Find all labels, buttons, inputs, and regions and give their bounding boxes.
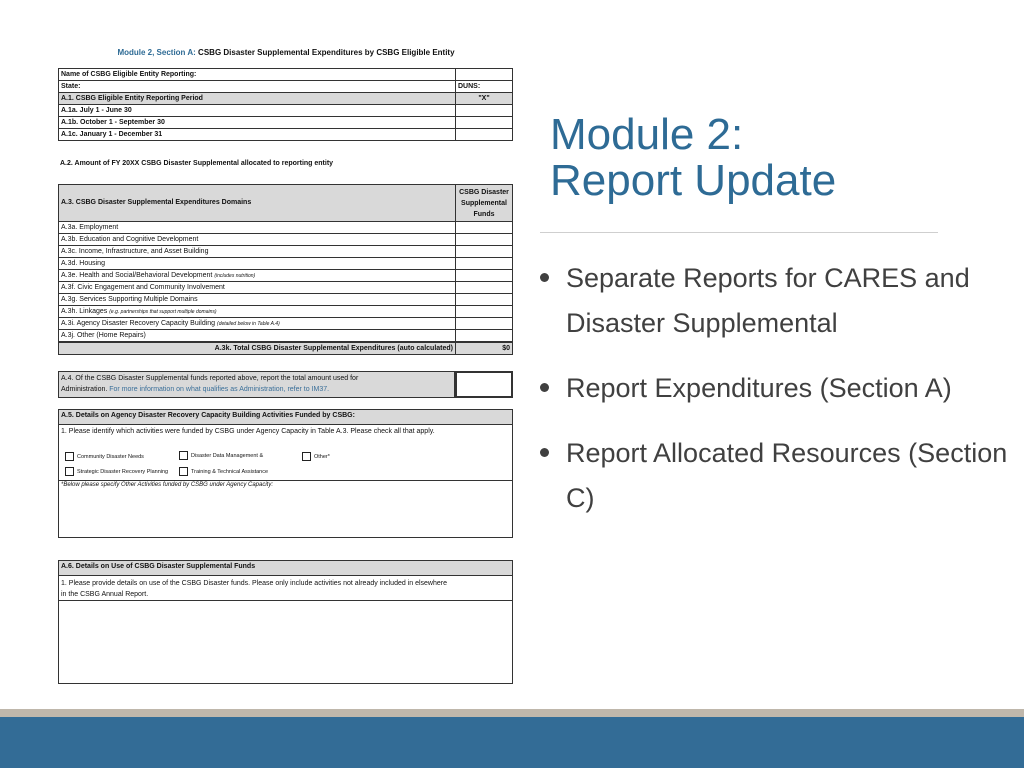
entity-name-value[interactable] — [456, 69, 513, 81]
a4-im37-link[interactable]: For more information on what qualifies as Administration, refer to IM37. — [109, 386, 330, 393]
bullet-dot-icon — [540, 448, 549, 457]
domain-note: (includes nutrition) — [214, 272, 256, 279]
period-option-b: A.1b. October 1 - September 30 — [59, 117, 456, 129]
checkbox[interactable] — [179, 451, 188, 460]
bullet-text: Report Expenditures (Section A) — [566, 373, 952, 403]
period-option-a: A.1a. July 1 - June 30 — [59, 105, 456, 117]
domain-funds-cell[interactable] — [456, 294, 513, 306]
table-row — [59, 105, 513, 117]
a5-header: A.5. Details on Agency Disaster Recovery Capacity Building Activities Funded by CSBG: — [59, 410, 512, 425]
a4-text-2: Administration. — [61, 386, 108, 393]
domain-funds-cell[interactable] — [456, 282, 513, 294]
a5-option-community[interactable] — [62, 452, 144, 461]
domain-funds-cell[interactable] — [456, 330, 513, 343]
table-row — [59, 69, 513, 81]
a6-details-textarea[interactable] — [59, 600, 512, 685]
option-label: Strategic Disaster Recovery Planning — [77, 468, 169, 475]
domain-label: A.3d. Housing — [61, 259, 105, 267]
footer-band — [0, 717, 1024, 768]
form-title — [60, 48, 512, 57]
domain-label: A.3e. Health and Social/Behavioral Development — [61, 271, 213, 279]
title-divider — [540, 232, 938, 233]
period-x-header: "X" — [456, 93, 513, 105]
domain-funds-cell[interactable] — [456, 270, 513, 282]
domain-funds-cell[interactable] — [456, 222, 513, 234]
total-label: A.3k. Total CSBG Disaster Supplemental Expenditures (auto calculated) — [59, 342, 456, 355]
slide-title-line: Module 2: — [550, 110, 744, 159]
option-label: Other* — [314, 453, 330, 460]
a2-allocated-label: A.2. Amount of FY 20XX CSBG Disaster Supplemental allocated to reporting entity — [60, 160, 334, 167]
domains-header: A.3. CSBG Disaster Supplemental Expenditures Domains — [59, 185, 456, 222]
funds-column-header — [456, 185, 513, 222]
a6-section — [58, 560, 513, 684]
bullet-item — [540, 256, 1020, 346]
form-title-main: CSBG Disaster Supplemental Expenditures by CSBG Eligible Entity — [198, 48, 455, 57]
table-row — [59, 117, 513, 129]
slide-title-line: Report Update — [550, 156, 837, 205]
domain-note: (detailed below in Table A.4) — [217, 320, 280, 327]
table-row — [59, 318, 513, 330]
bullet-item — [540, 366, 1020, 411]
checkbox[interactable] — [179, 467, 188, 476]
expenditures-table — [58, 184, 513, 355]
a6-instruction-line: in the CSBG Annual Report. — [61, 591, 149, 598]
table-row — [59, 306, 513, 318]
domain-funds-cell[interactable] — [456, 258, 513, 270]
table-row — [59, 81, 513, 93]
a4-administration-box — [58, 371, 455, 398]
table-row — [59, 185, 513, 222]
domain-funds-cell[interactable] — [456, 234, 513, 246]
bullet-list — [540, 256, 1020, 541]
duns-label: DUNS: — [456, 81, 513, 93]
state-label: State: — [59, 81, 456, 93]
table-row — [59, 93, 513, 105]
table-row — [59, 222, 513, 234]
checkbox[interactable] — [65, 467, 74, 476]
a4-text: A.4. Of the CSBG Disaster Supplemental funds reported above, report the total amount used for — [61, 375, 359, 382]
bullet-text: Separate Reports for CARES and Disaster Supplemental — [566, 263, 970, 338]
a5-option-training[interactable] — [176, 467, 268, 476]
domain-label: A.3g. Services Supporting Multiple Domains — [61, 295, 198, 303]
table-row — [59, 246, 513, 258]
checkbox[interactable] — [65, 452, 74, 461]
table-row — [59, 270, 513, 282]
a6-header: A.6. Details on Use of CSBG Disaster Supplemental Funds — [59, 561, 512, 576]
a4-amount-input[interactable] — [455, 371, 513, 398]
option-label: Disaster Data Management & — [191, 452, 264, 459]
funds-header-line: CSBG Disaster — [459, 188, 509, 196]
a5-other-textarea[interactable] — [59, 480, 512, 538]
table-row — [59, 258, 513, 270]
bullet-dot-icon — [540, 273, 549, 282]
domain-label: A.3c. Income, Infrastructure, and Asset Building — [61, 247, 209, 255]
table-row — [59, 342, 513, 355]
period-label: A.1. CSBG Eligible Entity Reporting Period — [59, 93, 456, 105]
a5-section — [58, 409, 513, 538]
period-option-a-value[interactable] — [456, 105, 513, 117]
bullet-dot-icon — [540, 383, 549, 392]
a5-option-data-mgmt[interactable] — [176, 451, 263, 460]
option-label: Community Disaster Needs — [77, 453, 144, 460]
table-row — [59, 282, 513, 294]
a6-instruction — [59, 576, 512, 602]
entity-name-label: Name of CSBG Eligible Entity Reporting: — [59, 69, 456, 81]
a5-other-note: *Below please specify Other Activities funded by CSBG under Agency Capacity: — [61, 482, 273, 488]
domain-label: A.3a. Employment — [61, 223, 119, 231]
table-row — [59, 330, 513, 343]
total-value: $0 — [456, 342, 513, 355]
form-title-prefix: Module 2, Section A: — [117, 48, 196, 57]
a5-option-strategic[interactable] — [62, 467, 168, 476]
table-row — [59, 294, 513, 306]
a5-option-other[interactable] — [299, 452, 330, 461]
domain-label: A.3f. Civic Engagement and Community Involvement — [61, 283, 225, 291]
domain-funds-cell[interactable] — [456, 318, 513, 330]
a6-instruction-line: 1. Please provide details on use of the CSBG Disaster funds. Please only include activities not already included in elsewhere — [61, 580, 447, 587]
period-option-c: A.1c. January 1 - December 31 — [59, 129, 456, 141]
table-row — [59, 234, 513, 246]
domain-label: A.3h. Linkages — [61, 307, 108, 315]
reporting-period-table — [58, 68, 513, 141]
bullet-text: Report Allocated Resources (Section C) — [566, 438, 1008, 513]
domain-note: (e.g. partnerships that support multiple domains) — [109, 308, 217, 315]
domain-label: A.3b. Education and Cognitive Development — [61, 235, 199, 243]
checkbox[interactable] — [302, 452, 311, 461]
funds-header-line: Funds — [473, 210, 495, 218]
period-option-b-value[interactable] — [456, 117, 513, 129]
domain-label: A.3j. Other (Home Repairs) — [61, 331, 146, 339]
a5-instruction: 1. Please identify which activities were funded by CSBG under Agency Capacity in Table A.3. Please check all that apply. — [61, 428, 435, 435]
domain-funds-cell[interactable] — [456, 306, 513, 318]
period-option-c-value[interactable] — [456, 129, 513, 141]
slide-title — [550, 112, 836, 204]
footer-accent-stripe — [0, 709, 1024, 717]
bullet-item — [540, 431, 1020, 521]
option-label: Training & Technical Assistance — [191, 468, 269, 475]
table-row — [59, 129, 513, 141]
funds-header-line: Supplemental — [461, 199, 507, 207]
domain-label: A.3i. Agency Disaster Recovery Capacity Building — [61, 319, 216, 327]
domain-funds-cell[interactable] — [456, 246, 513, 258]
